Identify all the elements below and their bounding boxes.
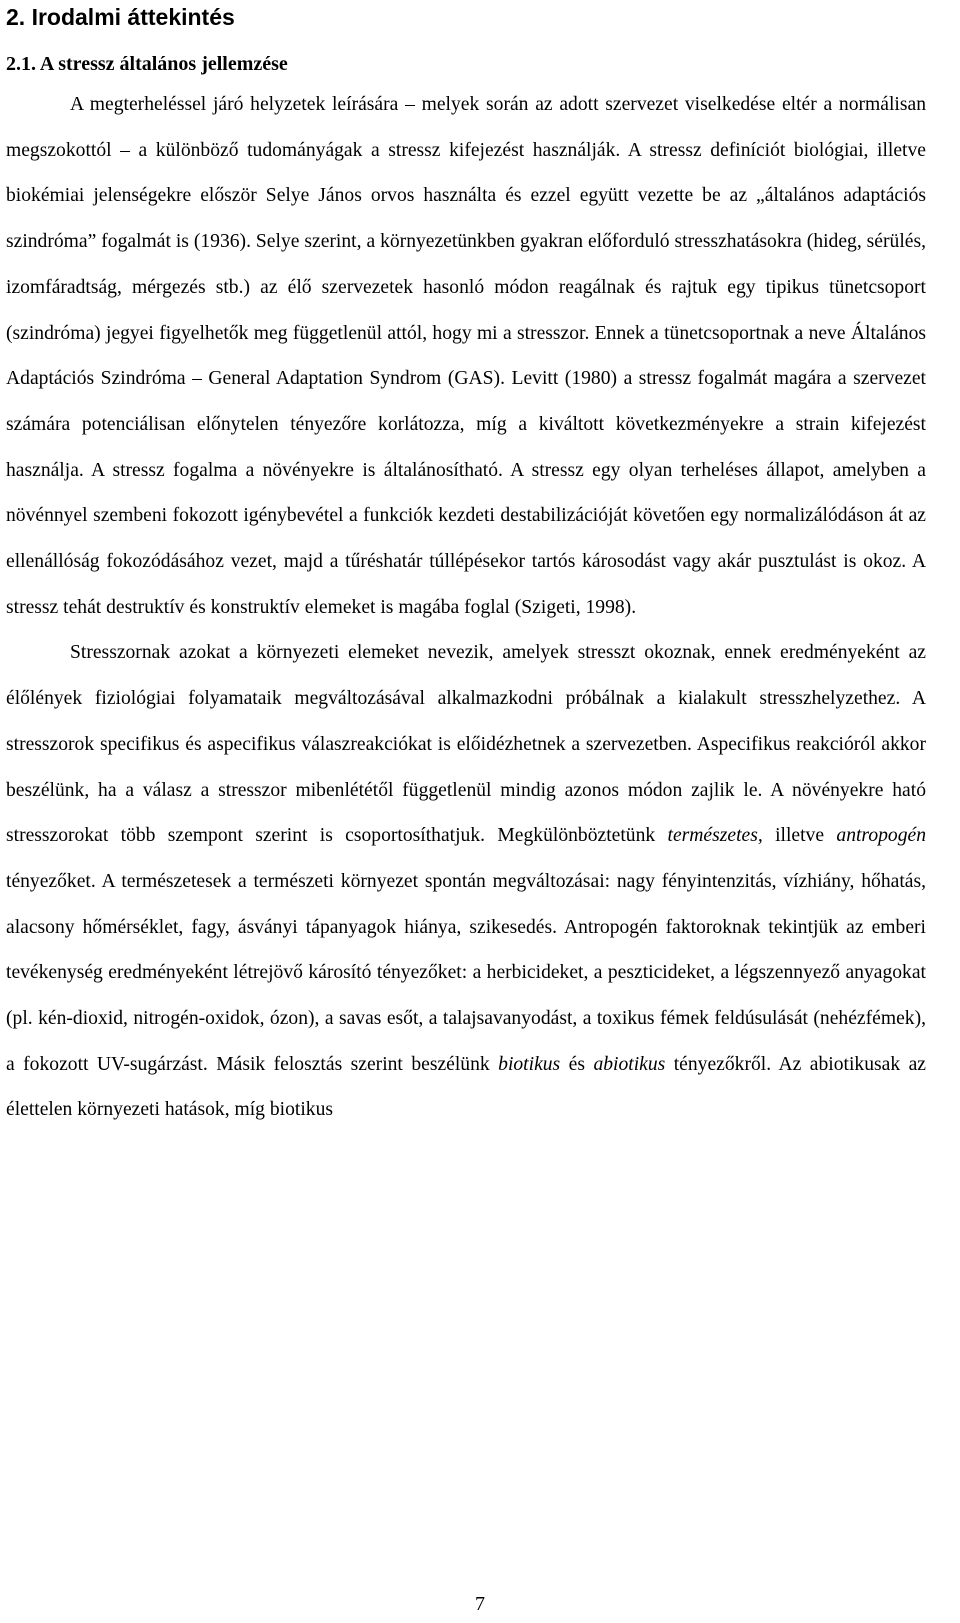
- document-page: [6, 0, 926, 1133]
- paragraph-text: Stresszornak azokat a környezeti elemeket nevezik, amelyek stresszt okoznak, ennek eredményeként az élőlények fiziológiai folyamataik megváltozásával alkalmazkodni próbálnak a kialakult stresszhelyzethez. A stresszorok specifikus és aspecifikus válaszreakciókat is előidézhetnek a szervezetben. Aspecifikus reakcióról akkor beszélünk, ha a válasz a stresszor mibenlététől függetlenül mindig azonos módon zajlik le. A növényekre ható stresszorokat több szempont szerint is csoportosíthatjuk. Megkülönböztetünk: [6, 642, 926, 847]
- paragraph-stressors: [6, 630, 926, 1133]
- italic-term-anthropogenic: antropogén: [836, 825, 927, 847]
- paragraph-text: tényezőkről. Az abiotikusak az élettelen környezeti hatások, míg biotikus: [6, 1053, 926, 1121]
- italic-term-biotic: biotikus: [498, 1053, 561, 1075]
- paragraph-stress-definition: [6, 82, 926, 630]
- italic-term-natural: természetes,: [667, 825, 763, 847]
- italic-term-abiotic: abiotikus: [593, 1053, 666, 1075]
- paragraph-text: és: [560, 1053, 594, 1075]
- subsection-heading: 2.1. A stressz általános jellemzése: [6, 53, 288, 75]
- paragraph-text: tényezőket. A természetesek a természeti környezet spontán megváltozásai: nagy fényintenzitás, vízhiány, hőhatás, alacsony hőmérséklet, fagy, ásványi tápanyagok hiánya, szikesedés. Antropogén faktoroknak tekintjük az emberi tevékenység eredményeként létrejövő károsító tényezőket: a herbicideket, a peszticideket, a légszennyező anyagokat (pl. kén-dioxid, nitrogén-oxidok, ózon), a savas esőt, a talajsavanyodást, a toxikus fémek feldúsulását (nehézfémek), a fokozott UV-sugárzást. Másik felosztás szerint beszélünk: [6, 870, 926, 1075]
- section-heading: 2. Irodalmi áttekintés: [6, 4, 235, 30]
- paragraph-text: A megterheléssel járó helyzetek leírására – melyek során az adott szervezet viselkedése eltér a normálisan megszokottól – a különböző tudományágak a stressz kifejezést használják. A stressz definíciót biológiai, illetve biokémiai jelenségekre először Selye János orvos használta és ezzel együtt vezette be az „általános adaptációs szindróma” fogalmát is (1936). Selye szerint, a környezetünkben gyakran előforduló stresszhatásokra (hideg, sérülés, izomfáradtság, mérgezés stb.) az élő szervezetek hasonló módon reagálnak és rajtuk egy tipikus tünetcsoport (szindróma) jegyei figyelhetők meg függetlenül attól, hogy mi a stresszor. Ennek a tünetcsoportnak a neve Általános Adaptációs Szindróma – General Adaptation Syndrom (GAS). Levitt (1980) a stressz fogalmát magára a szervezet számára potenciálisan előnytelen tényezőre korlátozza, míg a kiváltott következményekre a strain kifejezést használja. A stressz fogalma a növényekre is általánosítható. A stressz egy olyan terheléses állapot, amelyben a növénnyel szembeni fokozott igénybevétel a funkciók kezdeti destabilizációját követően egy normalizálódáson át az ellenállóság fokozódásához vezet, majd a tűréshatár túllépésekor tartós károsodást vagy akár pusztulást is okoz. A stressz tehát destruktív és konstruktív elemeket is magába foglal (Szigeti, 1998).: [6, 94, 926, 618]
- paragraph-text: illetve: [762, 825, 837, 847]
- page-number: 7: [475, 1593, 485, 1615]
